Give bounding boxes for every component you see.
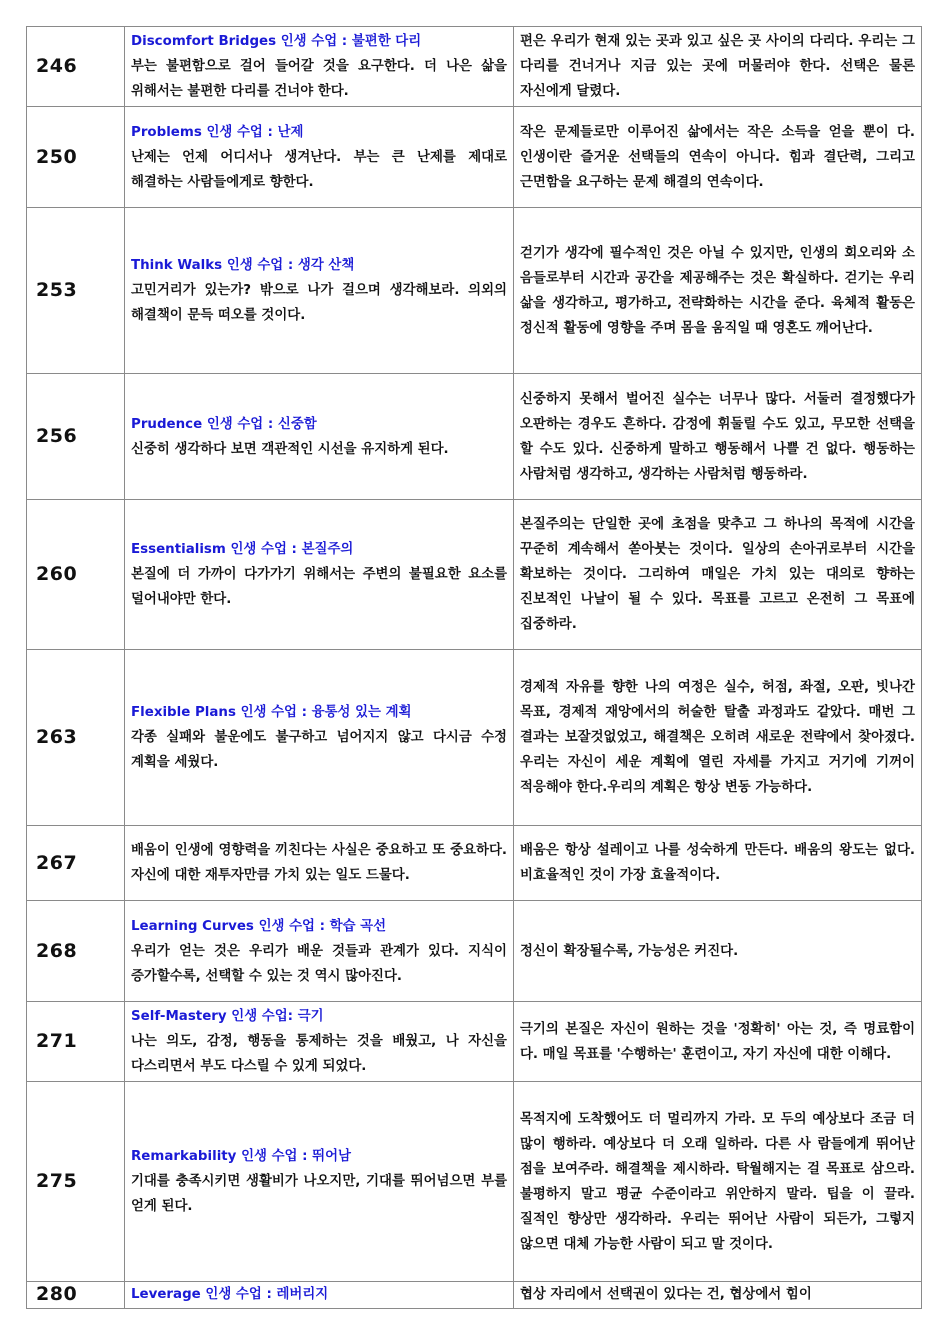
lesson-summary: 본질에 더 가까이 다가가기 위해서는 주변의 불필요한 요소를 덜어내야만 한다. [131, 567, 507, 607]
lesson-title: Problems 인생 수업 : 난제 [131, 124, 304, 140]
lesson-summary: 난제는 언제 어디서나 생겨난다. 부는 큰 난제를 제대로 해결하는 사람들에게로 향한다. [131, 149, 507, 190]
document-page [26, 26, 922, 1309]
lesson-title: Learning Curves 인생 수업 : 학습 곡선 [131, 918, 387, 934]
summary-cell [125, 1282, 514, 1309]
lesson-title: Prudence 인생 수업 : 신중함 [131, 416, 317, 432]
summary-cell [125, 208, 514, 374]
note-cell: 본질주의는 단일한 곳에 초점을 맞추고 그 하나의 목적에 시간을 꾸준히 계속해서 쏟아붓는 것이다. 일상의 손아귀로부터 시간을 확보하는 것이다. 그리하여 매일은 가치 있는 대의로 향하는 진보적인 나날이 될 수 있다. 목표를 고르고 온전히 그 목표에 집중하라. [514, 500, 922, 650]
table-row [27, 1282, 922, 1309]
summary-cell [125, 500, 514, 650]
table-row [27, 1082, 922, 1282]
table-row [27, 500, 922, 650]
lesson-title: Discomfort Bridges 인생 수업 : 불편한 다리 [131, 34, 422, 49]
lesson-summary: 나는 의도, 감정, 행동을 통제하는 것을 배웠고, 나 자신을 다스리면서 부도 다스릴 수 있게 되었다. [131, 1034, 507, 1074]
summary-cell [125, 1002, 514, 1082]
lesson-summary: 부는 불편함으로 걸어 들어갈 것을 요구한다. 더 나은 삶을 위해서는 불편한 다리를 건너야 한다. [131, 59, 507, 99]
summary-cell [125, 826, 514, 901]
note-cell: 작은 문제들로만 이루어진 삶에서는 작은 소득을 얻을 뿐이 다. 인생이란 즐거운 선택들의 연속이 아니다. 힘과 결단력, 그리고 근면함을 요구하는 문제 해결의 연속이다. [514, 107, 922, 208]
lesson-title: Essentialism 인생 수업 : 본질주의 [131, 542, 354, 557]
page-number: 253 [27, 208, 125, 374]
summary-cell [125, 1082, 514, 1282]
lesson-summary: 신중히 생각하다 보면 객관적인 시선을 유지하게 된다. [131, 441, 449, 457]
page-number: 246 [27, 27, 125, 107]
page-number: 256 [27, 374, 125, 500]
lesson-summary: 기대를 충족시키면 생활비가 나오지만, 기대를 뛰어넘으면 부를 얻게 된다. [131, 1174, 507, 1214]
table-row [27, 107, 922, 208]
note-cell: 목적지에 도착했어도 더 멀리까지 가라. 모 두의 예상보다 조금 더 많이 행하라. 예상보다 더 오래 일하라. 다른 사 람들에게 뛰어난 점을 보여주라. 해결책을 제시하라. 탁월해지는 걸 목표로 삼으라. 불평하지 말고 평균 수준이라고 위안하지 말라. 팁을 이 끌라. 질적인 향상만 생각하라. 우리는 뛰어난 사람이 되든가, 그렇지 않으면 대체 가능한 사람이 되고 말 것이다. [514, 1082, 922, 1282]
summary-cell [125, 650, 514, 826]
table-row [27, 208, 922, 374]
table-row [27, 650, 922, 826]
note-cell: 신중하지 못해서 벌어진 실수는 너무나 많다. 서둘러 결정했다가 오판하는 경우도 흔하다. 감정에 휘둘릴 수도 있고, 무모한 선택을 할 수도 있다. 신중하게 말하고 행동해서 나쁠 건 없다. 행동하는 사람처럼 생각하고, 생각하는 사람처럼 행동하라. [514, 374, 922, 500]
table-row [27, 901, 922, 1002]
page-number: 263 [27, 650, 125, 826]
note-cell: 극기의 본질은 자신이 원하는 것을 '정확히' 아는 것, 즉 명료함이 다. 매일 목표를 '수행하는' 훈련이고, 자기 자신에 대한 이해다. [514, 1002, 922, 1082]
summary-cell [125, 374, 514, 500]
page-number: 280 [27, 1282, 125, 1309]
page-number: 267 [27, 826, 125, 901]
lesson-summary: 고민거리가 있는가? 밖으로 나가 걸으며 생각해보라. 의외의 해결책이 문득 떠오를 것이다. [131, 283, 507, 323]
page-number: 275 [27, 1082, 125, 1282]
summary-cell [125, 107, 514, 208]
lesson-title: Leverage 인생 수업 : 레버리지 [131, 1287, 329, 1302]
page-number: 250 [27, 107, 125, 208]
note-cell: 정신이 확장될수록, 가능성은 커진다. [514, 901, 922, 1002]
page-number: 271 [27, 1002, 125, 1082]
note-cell: 걷기가 생각에 필수적인 것은 아닐 수 있지만, 인생의 회오리와 소 음들로부터 시간과 공간을 제공해주는 것은 확실하다. 걷기는 우리 삶을 생각하고, 평가하고, 전략화하는 시간을 준다. 육체적 활동은 정신적 활동에 영향을 주며 몸을 움직일 때 영혼도 깨어난다. [514, 208, 922, 374]
note-cell: 편은 우리가 현재 있는 곳과 있고 싶은 곳 사이의 다리다. 우리는 그 다리를 건너거나 지금 있는 곳에 머물러야 한다. 선택은 물론 자신에게 달렸다. [514, 27, 922, 107]
lesson-title: Think Walks 인생 수업 : 생각 산책 [131, 258, 355, 273]
lesson-title: Remarkability 인생 수업 : 뛰어남 [131, 1149, 351, 1164]
page-number: 260 [27, 500, 125, 650]
lesson-title: Self-Mastery 인생 수업: 극기 [131, 1009, 324, 1024]
lesson-summary: 배움이 인생에 영향력을 끼친다는 사실은 중요하고 또 중요하다. 자신에 대한 재투자만큼 가치 있는 일도 드물다. [131, 843, 507, 883]
book-notes-table [26, 26, 922, 1309]
table-row [27, 1002, 922, 1082]
table-row [27, 826, 922, 901]
note-cell: 협상 자리에서 선택권이 있다는 건, 협상에서 힘이 [514, 1282, 922, 1309]
lesson-summary: 각종 실패와 불운에도 불구하고 넘어지지 않고 다시금 수정 계획을 세웠다. [131, 730, 507, 770]
lesson-summary: 우리가 얻는 것은 우리가 배운 것들과 관계가 있다. 지식이 증가할수록, 선택할 수 있는 것 역시 많아진다. [131, 943, 507, 984]
table-row [27, 374, 922, 500]
table-row [27, 27, 922, 107]
note-cell: 배움은 항상 설레이고 나를 성숙하게 만든다. 배움의 왕도는 없다. 비효율적인 것이 가장 효율적이다. [514, 826, 922, 901]
summary-cell [125, 27, 514, 107]
lesson-title: Flexible Plans 인생 수업 : 융통성 있는 계획 [131, 705, 412, 720]
page-number: 268 [27, 901, 125, 1002]
note-cell: 경제적 자유를 향한 나의 여정은 실수, 허점, 좌절, 오판, 빗나간 목표, 경제적 재앙에서의 허술한 탈출 과정과도 같았다. 매번 그 결과는 보잘것없었고, 해결책은 오히려 새로운 전략에서 찾아졌다. 우리는 자신이 세운 계획에 열린 자세를 가지고 거기에 기꺼이 적응해야 한다.우리의 계획은 항상 변동 가능하다. [514, 650, 922, 826]
summary-cell [125, 901, 514, 1002]
